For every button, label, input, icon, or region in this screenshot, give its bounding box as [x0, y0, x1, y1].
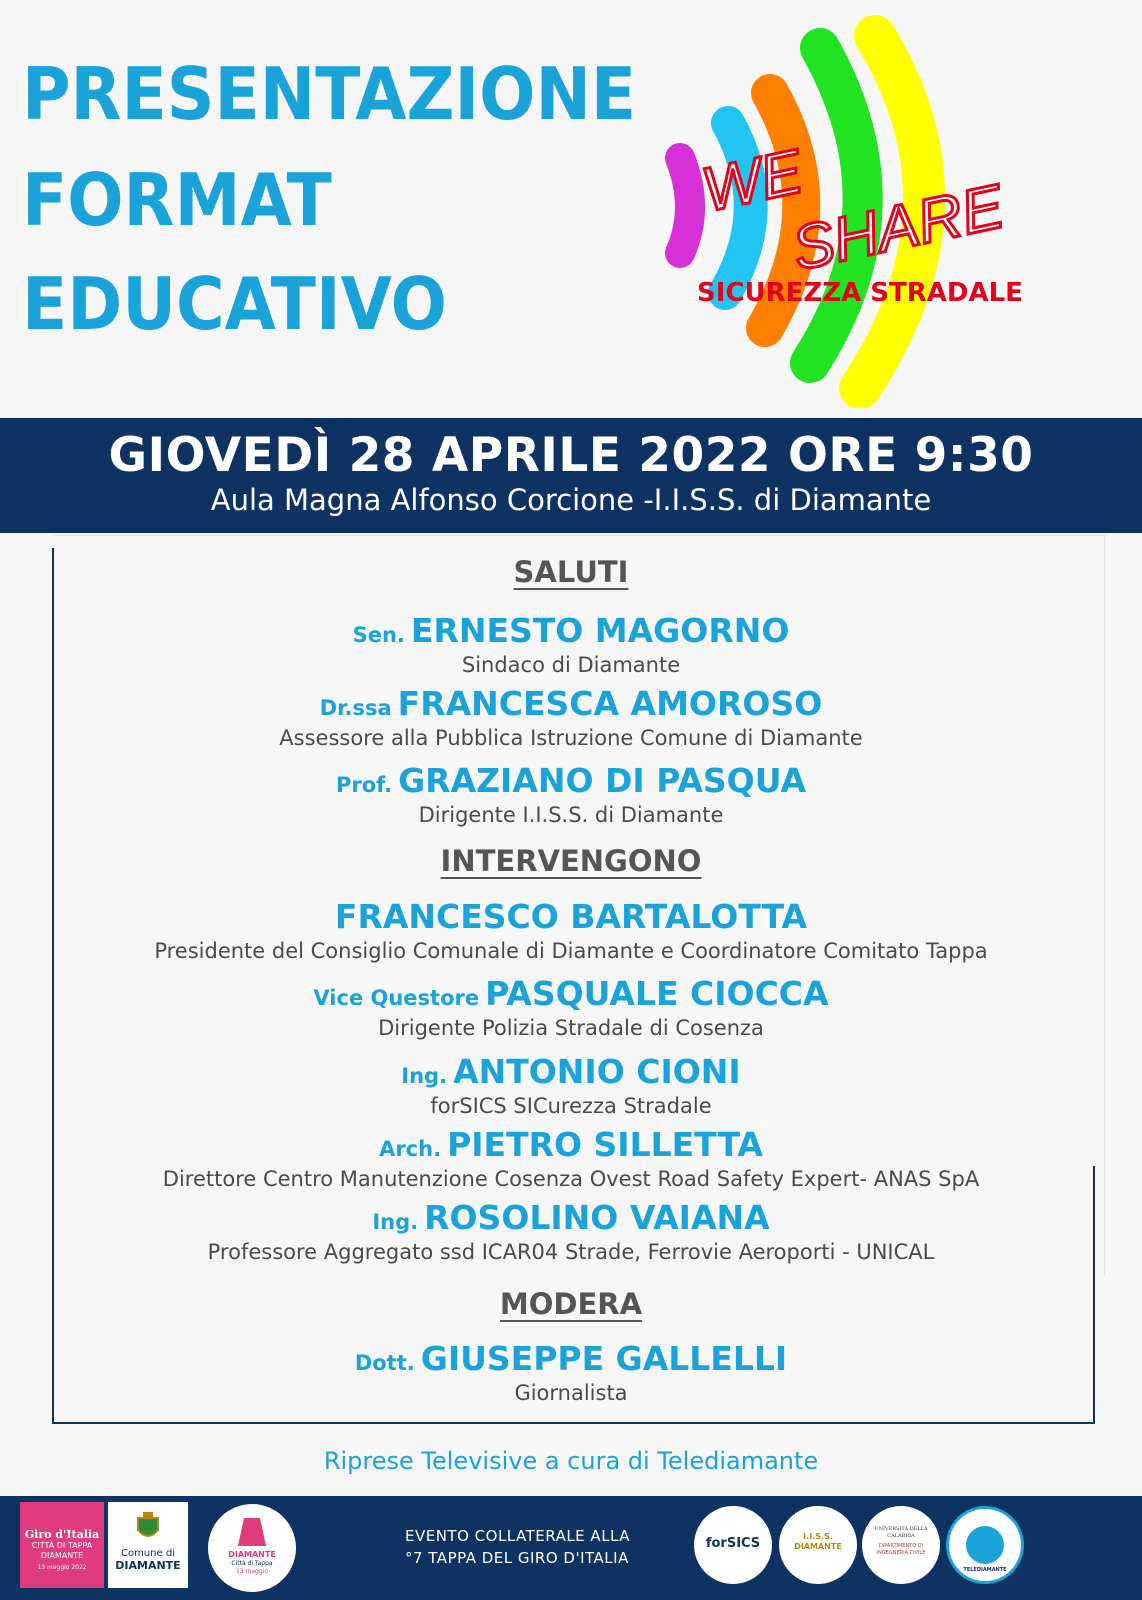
title-line-1: PRESENTAZIONE: [22, 52, 637, 136]
giro-ditalia-logo: Giro d'Italia CITTÀ DI TAPPA DIAMANTE 13 maggio 2022: [20, 1502, 104, 1588]
moderator-gallelli: Dott. GIUSEPPE GALLELLI Giornalista: [354, 1339, 788, 1405]
title-line-3: EDUCATIVO: [22, 262, 447, 346]
comune-diamante-logo: Comune di DIAMANTE: [108, 1502, 188, 1588]
speaker-magorno: Sen. ERNESTO MAGORNO Sindaco di Diamante: [352, 611, 790, 677]
section-saluti: SALUTI: [513, 555, 629, 589]
logo-arc-magenta: [680, 158, 690, 253]
speaker-cioni: Ing. ANTONIO CIONI forSICS SICurezza Stradale: [401, 1052, 741, 1118]
collateral-event-text: EVENTO COLLATERALE ALLA °7 TAPPA DEL GIRO D'ITALIA: [405, 1527, 631, 1567]
speaker-ciocca: Vice Questore PASQUALE CIOCCA Dirigente Polizia Stradale di Cosenza: [313, 974, 829, 1040]
speaker-amoroso: Dr.ssa FRANCESCA AMOROSO Assessore alla Pubblica Istruzione Comune di Diamante: [279, 684, 863, 750]
we-share-logo: [660, 8, 1060, 408]
event-venue: Aula Magna Alfonso Corcione -I.I.S.S. di Diamante: [210, 482, 932, 517]
section-modera: MODERA: [499, 1287, 643, 1321]
tv-credits: Riprese Televisive a cura di Telediamante: [323, 1447, 819, 1475]
speaker-di-pasqua: Prof. GRAZIANO DI PASQUA Dirigente I.I.S.S. di Diamante: [335, 761, 807, 827]
speaker-bartalotta: FRANCESCO BARTALOTTA Presidente del Consiglio Comunale di Diamante e Coordinatore Comitato Tappa: [154, 897, 988, 963]
coat-of-arms-icon: [135, 1512, 161, 1542]
iiss-diamante-badge: I.I.S.S. DIAMANTE: [779, 1506, 857, 1584]
frame-top-line: [54, 535, 1106, 536]
logo-we-text: WE: [696, 137, 809, 226]
diamante-tappa-logo: DIAMANTE Città di Tappa 13 maggio: [208, 1504, 296, 1592]
footer-band: [0, 1496, 1142, 1600]
unical-badge: UNIVERSITÀ DELLA CALABRIA DIPARTIMENTO DI INGEGNERIA CIVILE: [862, 1506, 940, 1584]
telediamante-badge: TELEDIAMANTE: [946, 1506, 1024, 1584]
section-intervengono: INTERVENGONO: [440, 844, 702, 878]
speaker-vaiana: Ing. ROSOLINO VAIANA Professore Aggregato ssd ICAR04 Strade, Ferrovie Aeroporti - UNICAL: [207, 1198, 935, 1264]
date-band: [0, 418, 1142, 533]
telediamante-emblem-icon: [966, 1526, 1004, 1564]
frame-bottom-line: [52, 1422, 1095, 1424]
forsics-badge: forSICS: [694, 1506, 772, 1584]
title-line-2: FORMAT: [22, 158, 332, 242]
logo-share-text: SHARE: [786, 171, 1010, 284]
logo-subtitle: SICUREZZA STRADALE: [697, 278, 1023, 308]
speaker-silletta: Arch. PIETRO SILLETTA Direttore Centro Manutenzione Cosenza Ovest Road Safety Expert- ANAS SpA: [162, 1125, 980, 1191]
diamante-tower-icon: [232, 1514, 272, 1548]
event-date: GIOVEDÌ 28 APRILE 2022 ORE 9:30: [108, 428, 1034, 483]
